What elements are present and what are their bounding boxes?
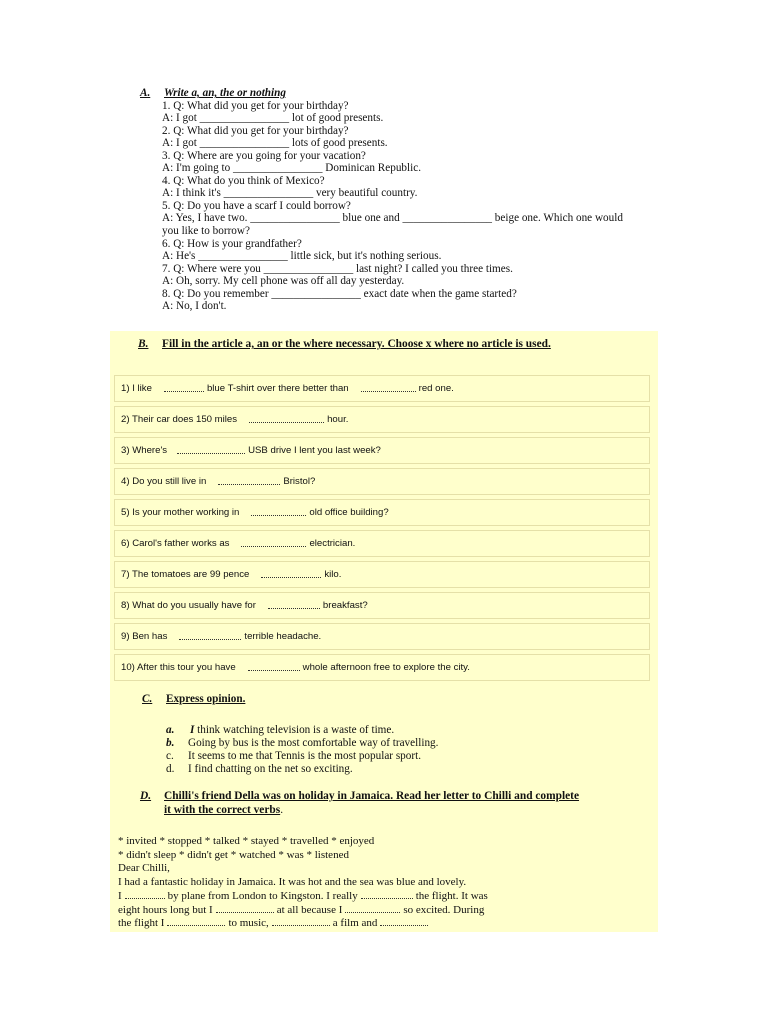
row-text: breakfast? bbox=[322, 600, 368, 611]
exercise-row bbox=[114, 375, 650, 402]
letter-text: by plane from London to Kingston. I really bbox=[167, 889, 358, 902]
section-a bbox=[140, 87, 660, 313]
section-d-title-line2: it with the correct verbs bbox=[164, 803, 281, 816]
exercise-line: 2. Q: What did you get for your birthday? bbox=[162, 124, 349, 137]
option-first-word: I bbox=[190, 724, 195, 736]
row-text: 7) The tomatoes are 99 pence bbox=[121, 569, 250, 580]
answer-blank[interactable] bbox=[361, 892, 413, 899]
section-b-letter: B. bbox=[138, 338, 149, 350]
answer-blank[interactable] bbox=[272, 919, 330, 926]
row-text: 3) Where's bbox=[121, 445, 168, 456]
exercise-row bbox=[114, 468, 650, 495]
letter-text: a film and bbox=[332, 917, 378, 930]
answer-blank[interactable] bbox=[268, 602, 320, 609]
letter-line bbox=[118, 917, 648, 931]
section-d-letter: D. bbox=[140, 790, 152, 802]
section-c-heading bbox=[142, 693, 642, 705]
answer-blank[interactable] bbox=[164, 385, 204, 392]
exercise-line: 7. Q: Where were you ________________ last night? I called you three times. bbox=[162, 262, 513, 275]
row-text: 5) Is your mother working in bbox=[121, 507, 240, 518]
row-text: electrician. bbox=[309, 538, 356, 549]
exercise-row bbox=[114, 592, 650, 619]
answer-blank[interactable] bbox=[125, 892, 165, 899]
row-text: Bristol? bbox=[283, 476, 316, 487]
row-text: 10) After this tour you have bbox=[121, 662, 236, 673]
option-label: a. bbox=[166, 724, 175, 736]
answer-blank[interactable] bbox=[177, 447, 245, 454]
letter-line bbox=[118, 904, 648, 918]
exercise-row bbox=[114, 530, 650, 557]
row-text: 2) Their car does 150 miles bbox=[121, 414, 238, 425]
letter-line bbox=[118, 890, 648, 904]
exercise-line: A: I got ________________ lot of good presents. bbox=[162, 112, 384, 125]
exercise-line: A: He's ________________ little sick, but it's nothing serious. bbox=[162, 250, 442, 263]
answer-blank[interactable] bbox=[261, 571, 321, 578]
opinion-option bbox=[166, 724, 394, 736]
exercise-row bbox=[114, 406, 650, 433]
option-text: Going by bus is the most comfortable way of travelling. bbox=[188, 737, 439, 749]
exercise-line: 4. Q: What do you think of Mexico? bbox=[162, 174, 325, 187]
option-text: I find chatting on the net so exciting. bbox=[188, 763, 353, 775]
row-text: 6) Carol's father works as bbox=[121, 538, 230, 549]
option-label: b. bbox=[166, 737, 175, 749]
word-bank-line: * invited * stopped * talked * stayed * travelled * enjoyed bbox=[118, 835, 375, 847]
section-a-exercise bbox=[162, 100, 660, 313]
answer-blank[interactable] bbox=[380, 919, 428, 926]
letter-text: to music, bbox=[228, 917, 269, 930]
letter-body bbox=[118, 835, 648, 931]
answer-blank[interactable] bbox=[249, 416, 324, 423]
exercise-row bbox=[114, 437, 650, 464]
row-text: 9) Ben has bbox=[121, 631, 168, 642]
word-bank-line: * didn't sleep * didn't get * watched * was * listened bbox=[118, 848, 349, 861]
option-label: d. bbox=[166, 763, 175, 775]
option-label: c. bbox=[166, 750, 174, 762]
section-a-title: Write a, an, the or nothing bbox=[164, 87, 286, 99]
letter-text: the flight. It was bbox=[415, 889, 488, 902]
opinion-option bbox=[166, 763, 353, 775]
section-d-title-end: . bbox=[280, 803, 284, 816]
answer-blank[interactable] bbox=[167, 919, 225, 926]
row-text: 4) Do you still live in bbox=[121, 476, 207, 487]
row-text: kilo. bbox=[324, 569, 342, 580]
section-b-title: Fill in the article a, an or the where necessary. Choose x where no article is used. bbox=[162, 338, 551, 350]
section-c-title: Express opinion. bbox=[166, 693, 246, 705]
exercise-line: 5. Q: Do you have a scarf I could borrow? bbox=[162, 199, 351, 212]
answer-blank[interactable] bbox=[248, 664, 300, 671]
row-text: hour. bbox=[327, 414, 349, 425]
answer-blank[interactable] bbox=[251, 509, 306, 516]
exercise-row bbox=[114, 654, 650, 681]
answer-blank[interactable] bbox=[241, 540, 306, 547]
row-text: old office building? bbox=[309, 507, 389, 518]
section-c-letter: C. bbox=[142, 693, 153, 705]
exercise-row bbox=[114, 561, 650, 588]
exercise-line: A: Oh, sorry. My cell phone was off all day yesterday. bbox=[162, 275, 405, 288]
section-d-title-line1: Chilli's friend Della was on holiday in Jamaica. Read her letter to Chilli and complete bbox=[164, 790, 580, 802]
exercise-line: 6. Q: How is your grandfather? bbox=[162, 237, 302, 250]
letter-text: so excited. During bbox=[403, 903, 485, 916]
letter-text: eight hours long but I bbox=[118, 903, 213, 916]
row-text: whole afternoon free to explore the city. bbox=[302, 662, 470, 673]
row-text: blue T-shirt over there better than bbox=[206, 383, 349, 394]
row-text: red one. bbox=[418, 383, 454, 394]
exercise-line: A: I'm going to ________________ Dominican Republic. bbox=[162, 162, 421, 175]
row-text: 1) I like bbox=[121, 383, 152, 394]
section-b-heading bbox=[138, 338, 638, 350]
row-text: terrible headache. bbox=[244, 631, 322, 642]
exercise-line: A: Yes, I have two. ________________ blue one and ________________ beige one. Which one would you like to borrow? bbox=[162, 212, 623, 238]
exercise-line: 8. Q: Do you remember ________________ exact date when the game started? bbox=[162, 287, 517, 300]
letter-text: at all because I bbox=[276, 903, 343, 916]
option-text: It seems to me that Tennis is the most popular sport. bbox=[188, 750, 421, 762]
answer-blank[interactable] bbox=[345, 906, 400, 913]
exercise-line: 3. Q: Where are you going for your vacation? bbox=[162, 149, 366, 162]
option-text: think watching television is a waste of time. bbox=[197, 724, 395, 736]
opinion-option bbox=[166, 737, 438, 749]
section-d-heading bbox=[140, 790, 645, 817]
answer-blank[interactable] bbox=[216, 906, 274, 913]
section-a-heading bbox=[140, 87, 660, 100]
exercise-line: A: I think it's ________________ very beautiful country. bbox=[162, 187, 418, 200]
section-a-letter: A. bbox=[140, 87, 151, 99]
exercise-line: A: I got ________________ lots of good presents. bbox=[162, 137, 388, 150]
exercise-row bbox=[114, 499, 650, 526]
answer-blank[interactable] bbox=[361, 385, 416, 392]
exercise-row bbox=[114, 623, 650, 650]
answer-blank[interactable] bbox=[218, 478, 280, 485]
row-text: USB drive I lent you last week? bbox=[248, 445, 381, 456]
answer-blank[interactable] bbox=[179, 633, 241, 640]
row-text: 8) What do you usually have for bbox=[121, 600, 256, 611]
letter-text: the flight I bbox=[118, 917, 165, 930]
letter-line: I had a fantastic holiday in Jamaica. It was hot and the sea was blue and lovely. bbox=[118, 876, 467, 889]
opinion-option bbox=[166, 750, 421, 762]
letter-greeting: Dear Chilli, bbox=[118, 862, 170, 875]
letter-text: I bbox=[118, 889, 122, 902]
exercise-line: A: No, I don't. bbox=[162, 300, 227, 313]
exercise-line: 1. Q: What did you get for your birthday? bbox=[162, 99, 349, 112]
